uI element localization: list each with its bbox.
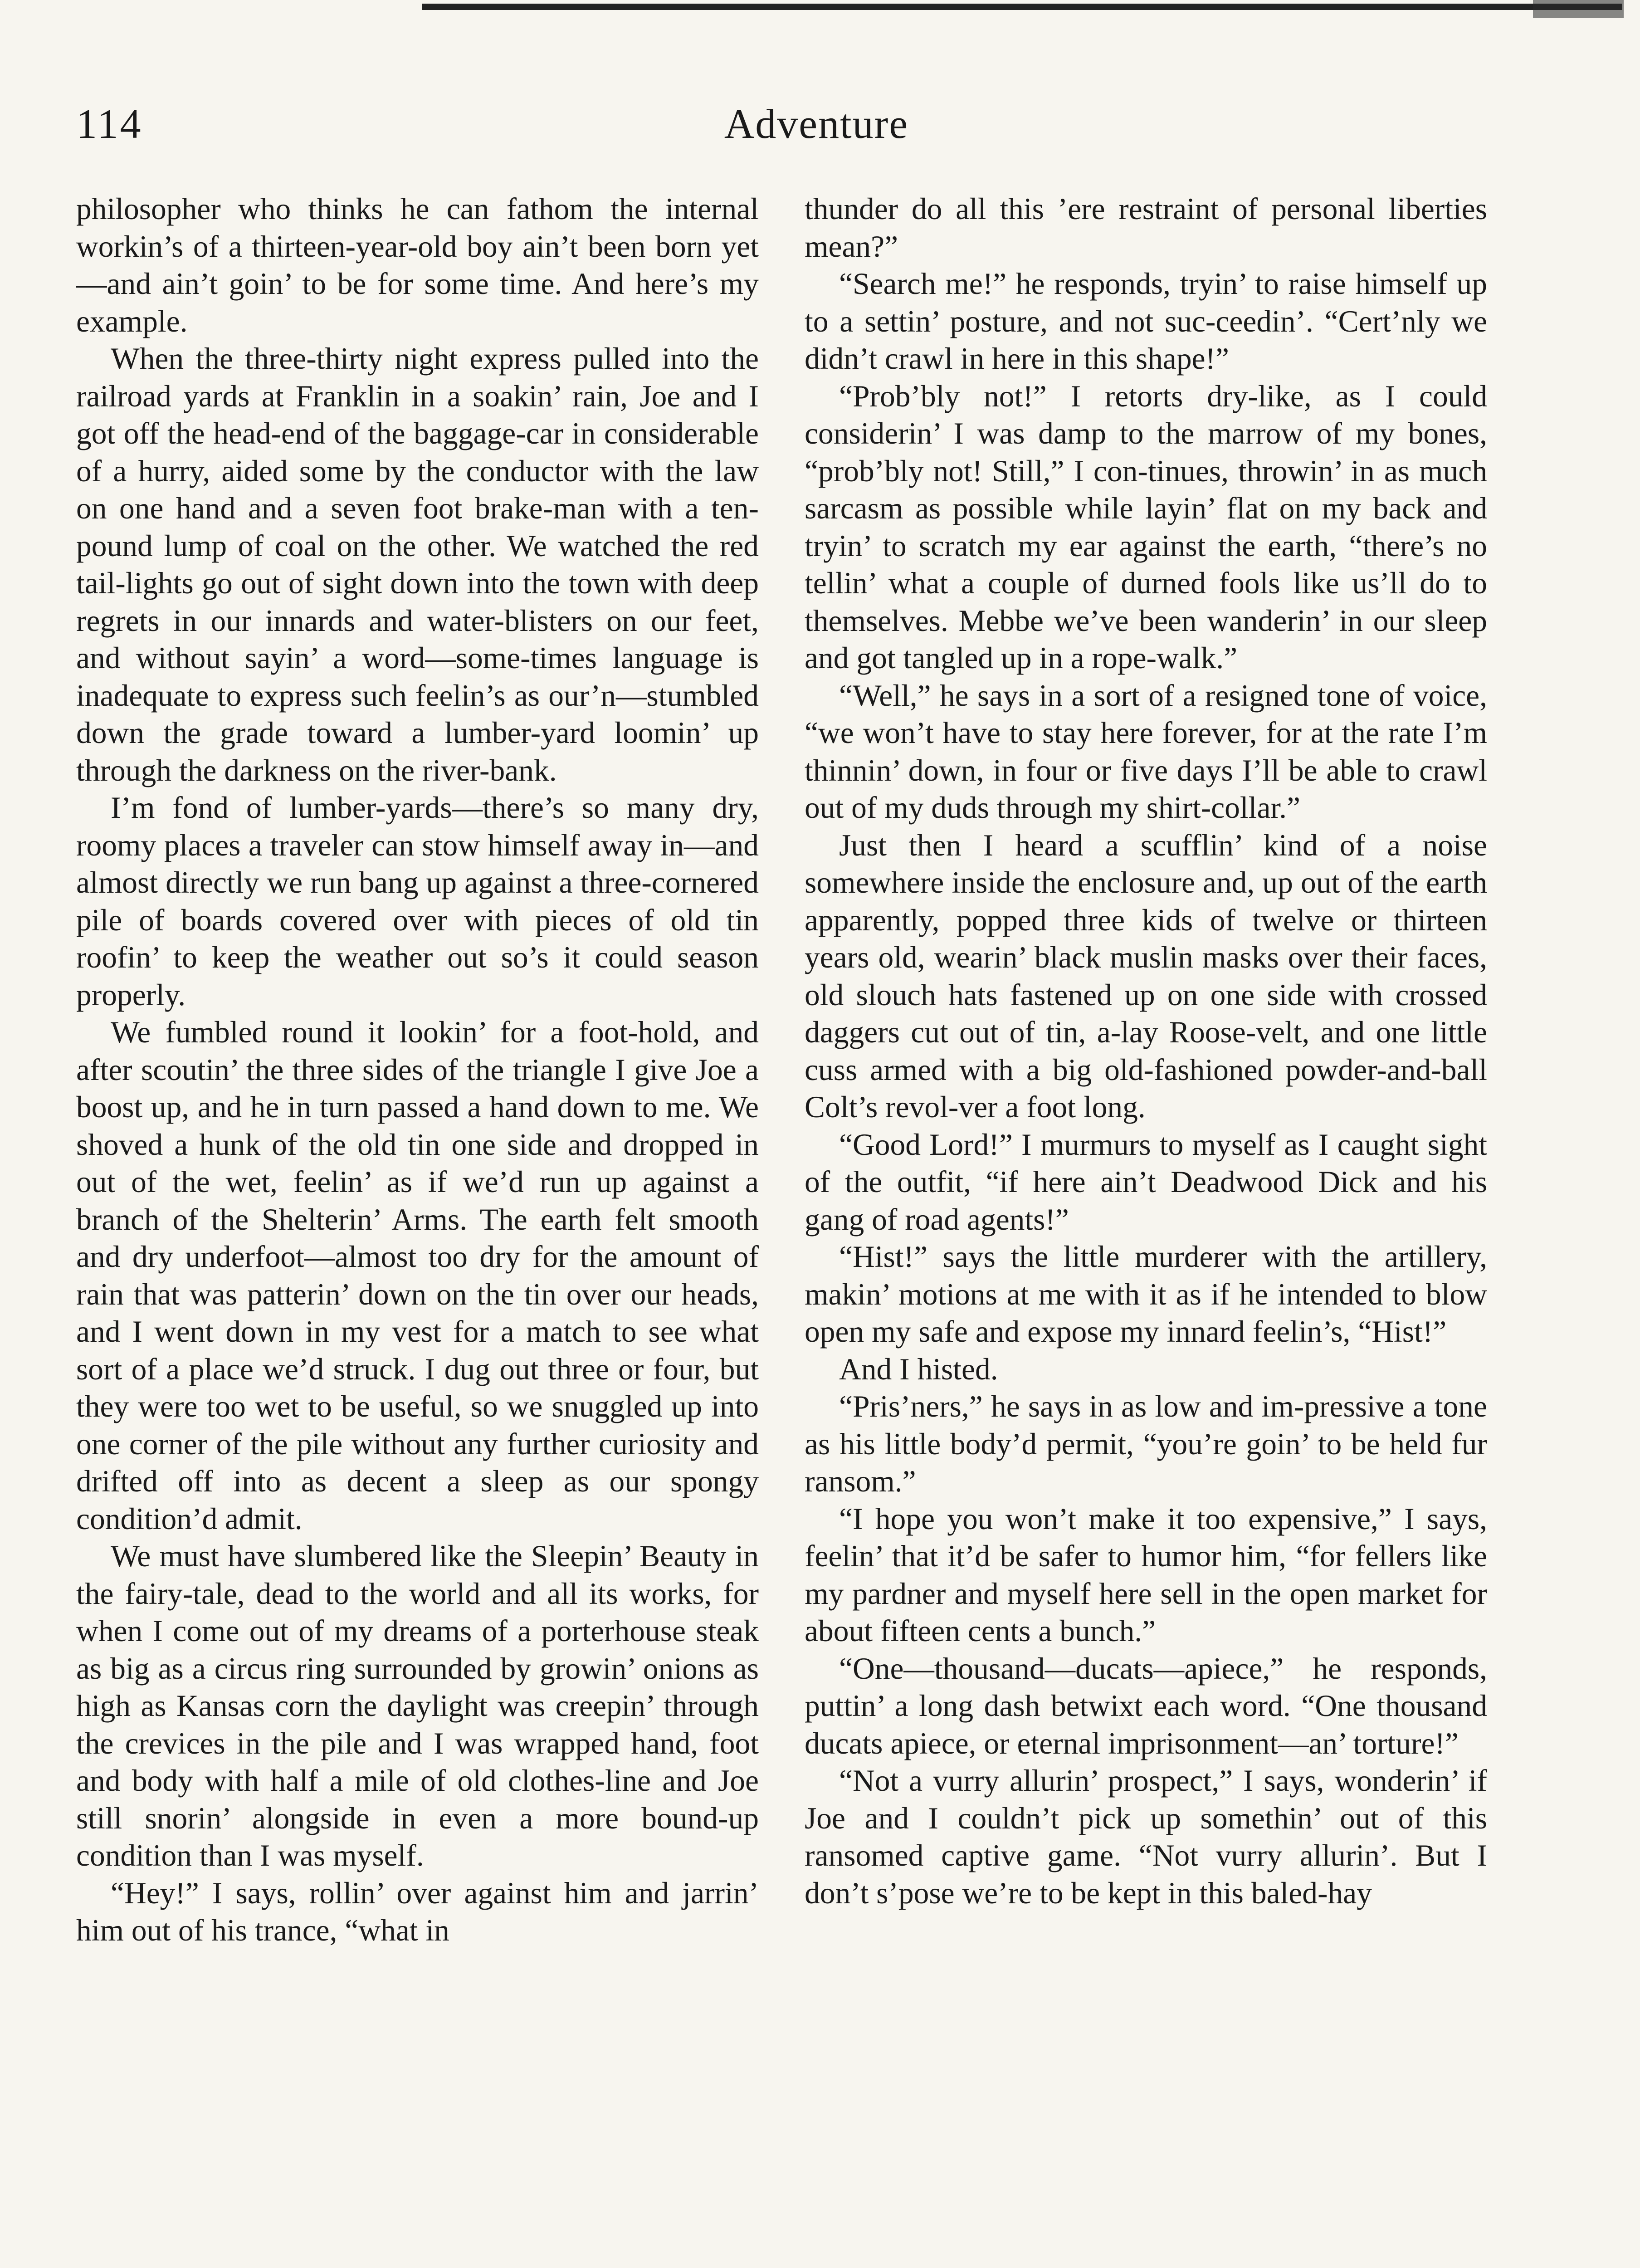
paragraph: When the three-thirty night express pulled into the railroad yards at Franklin in a soakin’ rain, Joe and I got off the head-end of the baggage-car in considerable of a hurry, aided some by the conductor with the law on one hand and a seven foot brake-man with a ten-pound lump of coal on the other. We watched the red tail-lights go out of sight down into the town with deep regrets in our innards and water-blisters on our feet, and without sayin’ a word—some-times language is inadequate to express such feelin’s as our’n—stumbled down the grade toward a lumber-yard loomin’ up through the darkness on the river-bank. (76, 342, 759, 787)
paragraph: “Prob’bly not!” I retorts dry-like, as I could considerin’ I was damp to the marrow of my bones, “prob’bly not! Still,” I con-tinues, throwin’ in as much sarcasm as possible while layin’ flat on my back and tryin’ to scratch my ear against the earth, “there’s no tellin’ what a couple of durned fools like us’ll do to themselves. Mebbe we’ve been wanderin’ in our sleep and got tangled up in a rope-walk.” (805, 379, 1487, 675)
left-column (76, 191, 759, 1950)
page-header (0, 86, 1640, 147)
running-title: Adventure (724, 101, 909, 147)
paragraph: “Search me!” he responds, tryin’ to raise himself up to a settin’ posture, and not suc-ceedin’. “Cert’nly we didn’t crawl in here in this shape!” (805, 267, 1487, 376)
paragraph: philosopher who thinks he can fathom the internal workin’s of a thirteen-year-old boy ain’t been born yet—and ain’t goin’ to be for some time. And here’s my example. (76, 192, 759, 338)
paragraph: “Pris’ners,” he says in as low and im-pressive a tone as his little body’d permit, “you’re goin’ to be held fur ransom.” (805, 1389, 1487, 1498)
paragraph: And I histed. (839, 1352, 998, 1386)
top-rule-smudge (1533, 0, 1624, 18)
paragraph: “Hist!” says the little murderer with the artillery, makin’ motions at me with it as if he intended to blow open my safe and expose my innard feelin’s, “Hist!” (805, 1240, 1487, 1349)
top-rule (422, 4, 1622, 10)
paragraph: “Not a vurry allurin’ prospect,” I says, wonderin’ if Joe and I couldn’t pick up somethin’ out of this ransomed captive game. “Not vurry allurin’. But I don’t s’pose we’re to be kept in this baled-hay (805, 1764, 1487, 1910)
paragraph: “Good Lord!” I murmurs to myself as I caught sight of the outfit, “if here ain’t Deadwood Dick and his gang of road agents!” (805, 1127, 1487, 1237)
paragraph: “I hope you won’t make it too expensive,” I says, feelin’ that it’d be safer to humor him, “for fellers like my pardner and myself here sell in the open market for about fifteen cents a bunch.” (805, 1501, 1487, 1648)
page-number: 114 (76, 101, 143, 147)
paragraph: We must have slumbered like the Sleepin’ Beauty in the fairy-tale, dead to the world and all its works, for when I come out of my dreams of a porterhouse steak as big as a circus ring surrounded by growin’ onions as high as Kansas corn the daylight was creepin’ through the crevices in the pile and I was wrapped hand, foot and body with half a mile of old clothes-line and Joe still snorin’ alongside in even a more bound-up condition than I was myself. (76, 1539, 759, 1872)
paragraph: “One—thousand—ducats—apiece,” he responds, puttin’ a long dash betwixt each word. “One thousand ducats apiece, or eternal imprisonment—an’ torture!” (805, 1651, 1487, 1760)
paragraph: “Well,” he says in a sort of a resigned tone of voice, “we won’t have to stay here forever, for at the rate I’m thinnin’ down, in four or five days I’ll be able to crawl out of my duds through my shirt-collar.” (805, 678, 1487, 825)
paragraph: “Hey!” I says, rollin’ over against him and jarrin’ him out of his trance, “what in (76, 1876, 759, 1947)
right-column (805, 191, 1487, 1912)
paragraph: We fumbled round it lookin’ for a foot-hold, and after scoutin’ the three sides of the triangle I give Joe a boost up, and he in turn passed a hand down to me. We shoved a hunk of the old tin one side and dropped in out of the wet, feelin’ as if we’d run up against a branch of the Shelterin’ Arms. The earth felt smooth and dry underfoot—almost too dry for the amount of rain that was patterin’ down on the tin over our heads, and I went down in my vest for a match to see what sort of a place we’d struck. I dug out three or four, but they were too wet to be useful, so we snuggled up into one corner of the pile without any further curiosity and drifted off into as decent a sleep as our spongy condition’d admit. (76, 1015, 759, 1536)
paragraph: I’m fond of lumber-yards—there’s so many dry, roomy places a traveler can stow himself away in—and almost directly we run bang up against a three-cornered pile of boards covered over with pieces of old tin roofin’ to keep the weather out so’s it could season properly. (76, 791, 759, 1012)
paragraph: thunder do all this ’ere restraint of personal liberties mean?” (805, 192, 1487, 264)
paragraph: Just then I heard a scufflin’ kind of a noise somewhere inside the enclosure and, up out of the earth apparently, popped three kids of twelve or thirteen years old, wearin’ black muslin masks over their faces, old slouch hats fastened up on one side with crossed daggers cut out of tin, a-lay Roose-velt, and one little cuss armed with a big old-fashioned powder-and-ball Colt’s revol-ver a foot long. (805, 828, 1487, 1124)
